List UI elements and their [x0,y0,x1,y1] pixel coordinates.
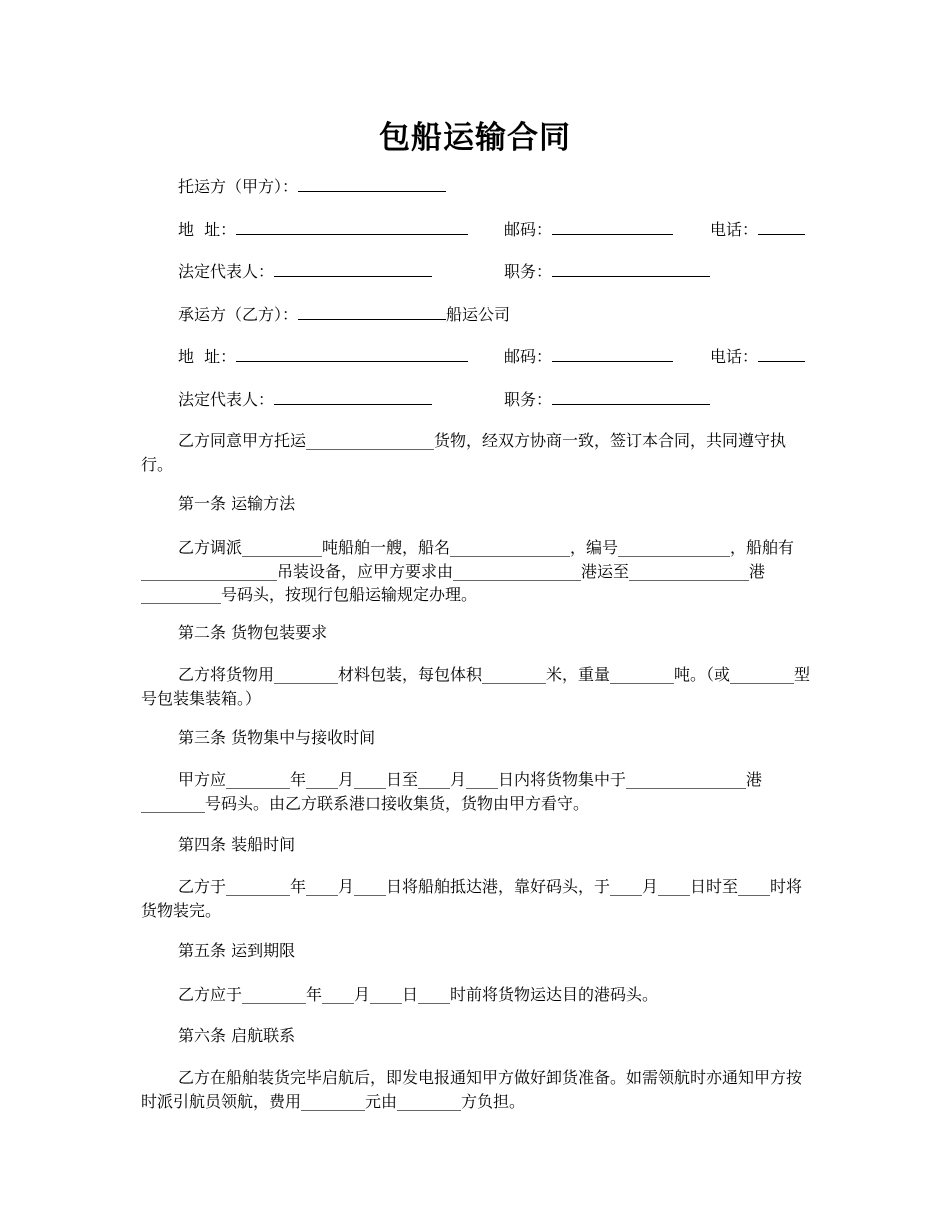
party-b-postcode-blank [552,345,673,362]
party-b-address-line [178,345,468,368]
party-b-line [178,303,510,326]
party-b-postcode-line [504,345,673,368]
party-a-position-blank [552,260,710,277]
party-a-position-line [504,260,710,283]
party-a-rep-label: 法定代表人： [178,262,275,281]
party-b-label: 承运方（乙方）： [178,305,299,324]
article-4-heading: 第四条 装船时间 [178,835,296,854]
party-b-phone-line [710,345,805,368]
party-b-phone-blank [758,345,805,362]
article-2-body: 乙方将货物用________材料包装，每包体积________米，重量________吨。（或________型号包装集装箱。） [141,665,811,708]
party-a-address-label: 地 址： [178,220,237,239]
party-a-rep-blank [274,260,432,277]
party-b-address-blank [236,345,468,362]
article-5-body: 乙方应于________年____月____日____时前将货物运达目的港码头。 [178,985,659,1004]
party-b-suffix: 船运公司 [446,305,511,324]
party-b-position-blank [552,388,710,405]
party-b-rep-label: 法定代表人： [178,390,275,409]
article-4-body: 乙方于________年____月____日将船舶抵达港，靠好码头，于____月____日时至____时将货物装完。 [141,877,803,920]
party-b-rep-line [178,388,432,411]
party-b-position-label: 职务： [504,390,553,409]
article-6-heading: 第六条 启航联系 [178,1026,296,1045]
article-1-heading: 第一条 运输方法 [178,494,296,513]
party-b-blank [298,303,446,320]
party-a-line [178,175,446,198]
article-6-body: 乙方在船舶装货完毕启航后，即发电报通知甲方做好卸货准备。如需领航时亦通知甲方按时派引航员领航，费用________元由________方负担。 [141,1068,803,1111]
party-a-phone-blank [758,218,805,235]
party-a-position-label: 职务： [504,262,553,281]
party-a-rep-line [178,260,432,283]
party-b-position-line [504,388,710,411]
article-5-heading: 第五条 运到期限 [178,941,296,960]
document-title: 包船运输合同 [379,120,571,156]
party-b-postcode-label: 邮码： [504,347,553,366]
party-a-postcode-blank [552,218,673,235]
article-1-body: 乙方调派__________吨船舶一艘，船名_______________，编号______________，船舶有_________________吊装设备，应甲方要求由________________港运至_______________港__________号码头，按现行包船运输规定办理。 [141,538,795,604]
party-a-blank [298,175,446,192]
party-b-address-label: 地 址： [178,347,237,366]
party-a-phone-line [710,218,805,241]
article-3-body: 甲方应________年____月____日至____月____日内将货物集中于_______________港________号码头。由乙方联系港口接收集货，货物由甲方看守。 [141,770,763,813]
party-a-label: 托运方（甲方）： [178,177,299,196]
party-a-address-blank [236,218,468,235]
intro-paragraph: 乙方同意甲方托运________________货物，经双方协商一致，签订本合同，共同遵守执行。 [141,431,787,474]
article-2-heading: 第二条 货物包装要求 [178,623,328,642]
party-a-postcode-line [504,218,673,241]
article-3-heading: 第三条 货物集中与接收时间 [178,728,376,747]
party-a-phone-label: 电话： [710,220,759,239]
party-b-phone-label: 电话： [710,347,759,366]
party-a-address-line [178,218,468,241]
party-a-postcode-label: 邮码： [504,220,553,239]
party-b-rep-blank [274,388,432,405]
